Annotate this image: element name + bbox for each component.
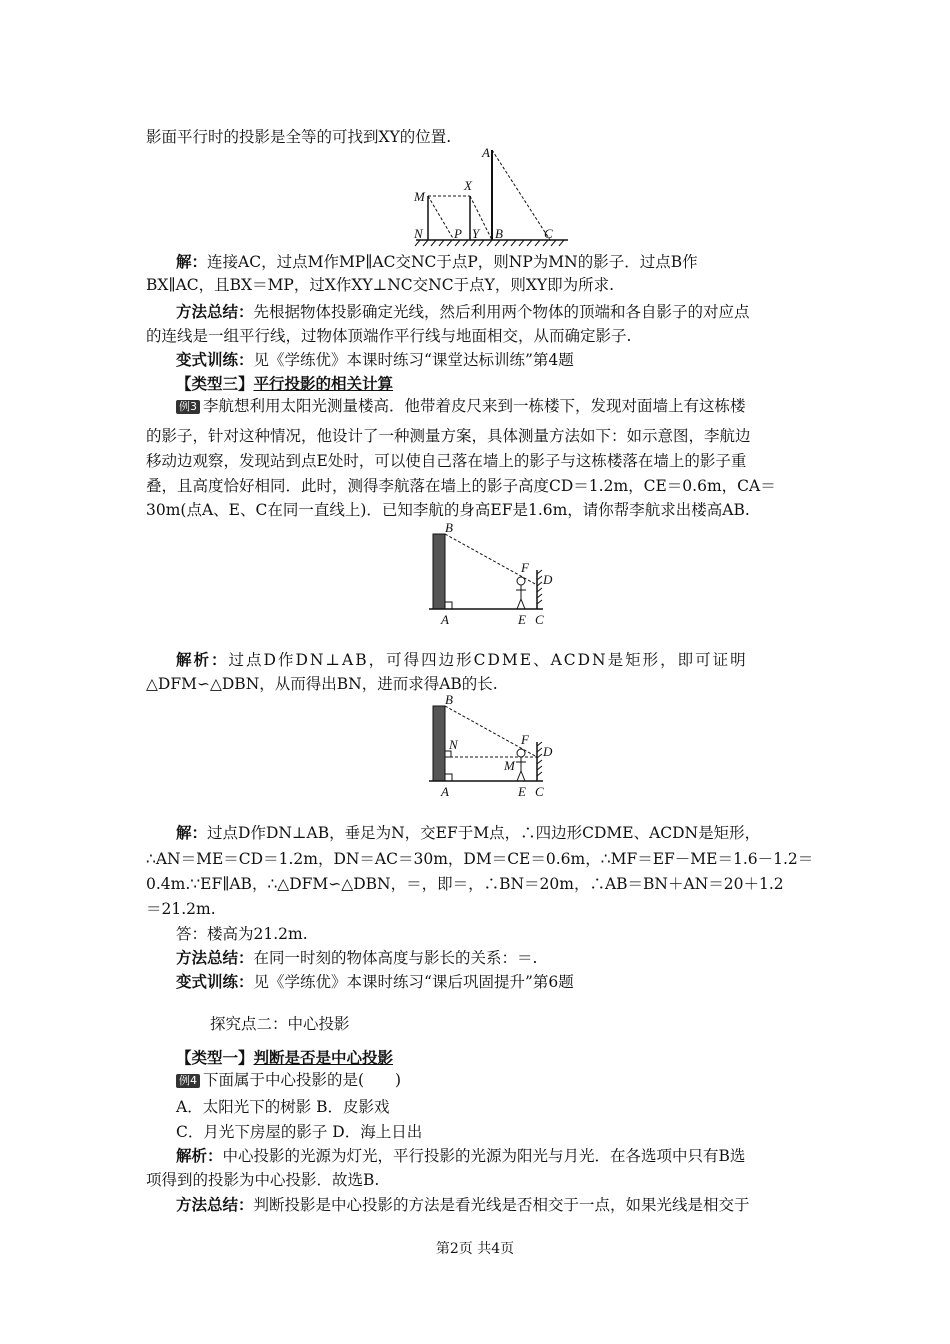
label-F: F — [521, 560, 529, 575]
label-C: C — [535, 784, 544, 799]
text-line: 方法总结：判断投影是中心投影的方法是看光线是否相交于一点，如果光线是相交于 — [176, 1195, 750, 1214]
figure-parallel-projection — [408, 144, 573, 248]
example-badge: 例3 — [176, 400, 200, 414]
text-line: 解析：过点D作DN⊥AB，可得四边形CDME、ACDN是矩形，即可证明 — [176, 650, 748, 669]
label-P: P — [454, 226, 462, 241]
text-line: 解：连接AC，过点M作MP∥AC交NC于点P，则NP为MN的影子．过点B作 — [176, 252, 698, 271]
label-Y: Y — [472, 226, 480, 241]
text-line: ＝21.2m. — [146, 900, 216, 918]
text-line: 方法总结：先根据物体投影确定光线，然后利用两个物体的顶端和各自影子的对应点 — [176, 302, 750, 321]
label-E: E — [518, 612, 526, 627]
option-line: C．月光下房屋的影子 D．海上日出 — [176, 1123, 423, 1141]
text-line: 例3 李航想利用太阳光测量楼高．他带着皮尺来到一栋楼下，发现对面墙上有这栋楼 — [176, 396, 838, 416]
option-line: A．太阳光下的树影 B．皮影戏 — [176, 1098, 390, 1116]
example-badge: 例4 — [176, 1074, 200, 1088]
text-line: 例4 下面属于中心投影的是( ) — [176, 1070, 838, 1090]
label-C: C — [544, 226, 553, 241]
section-title: 探究点二：中心投影 — [210, 1015, 350, 1033]
text-line: 项得到的投影为中心投影．故选B. — [146, 1171, 380, 1189]
page-footer: 第2页 共4页 — [435, 1241, 515, 1257]
label-B: B — [445, 520, 453, 535]
text-line: 30m(点A、E、C在同一直线上)．已知李航的身高EF是1.6m，请你帮李航求出楼高AB. — [146, 501, 750, 519]
label-E: E — [518, 784, 526, 799]
text-line: 变式训练：见《学练优》本课时练习“课堂达标训练”第4题 — [176, 350, 574, 369]
section-heading: 【类型三】平行投影的相关计算 — [176, 374, 394, 393]
text-line: 移动边观察，发现站到点E处时，可以使自己落在墙上的影子与这栋楼落在墙上的影子重 — [146, 452, 747, 470]
text-line: 答：楼高为21.2m. — [176, 925, 308, 943]
text-line: 的连线是一组平行线，过物体顶端作平行线与地面相交，从而确定影子. — [146, 327, 632, 345]
label-D: D — [543, 572, 553, 587]
label-N: N — [449, 737, 458, 752]
figure-building-shadow — [425, 520, 565, 630]
figure-building-shadow-solution — [425, 692, 565, 802]
text-line: 解析：中心投影的光源为灯光，平行投影的光源为阳光与月光．在各选项中只有B选 — [176, 1146, 746, 1165]
label-M: M — [414, 189, 425, 204]
text-line: 变式训练：见《学练优》本课时练习“课后巩固提升”第6题 — [176, 972, 574, 991]
text-line: 解：过点D作DN⊥AB，垂足为N，交EF于M点，∴四边形CDME、ACDN是矩形， — [176, 823, 761, 842]
text-line: 0.4m.∵EF∥AB，∴△DFM∽△DBN，＝，即＝，∴BN＝20m，∴AB＝BN＋AN＝20＋1.2 — [146, 875, 784, 893]
label-X: X — [464, 178, 472, 193]
label-F: F — [521, 732, 529, 747]
label-N: N — [414, 226, 423, 241]
label-A: A — [441, 784, 449, 799]
text-line: 的影子，针对这种情况，他设计了一种测量方案，具体测量方法如下：如示意图，李航边 — [146, 427, 751, 445]
label-B: B — [445, 692, 453, 707]
label-B: B — [495, 226, 503, 241]
text-line: 影面平行时的投影是全等的可找到XY的位置. — [146, 128, 452, 146]
text-line: BX∥AC，且BX＝MP，过X作XY⊥NC交NC于点Y，则XY即为所求. — [146, 276, 615, 294]
text-line: 叠，且高度恰好相同．此时，测得李航落在墙上的影子高度CD＝1.2m，CE＝0.6m，CA＝ — [146, 477, 776, 495]
label-M: M — [504, 758, 515, 773]
label-D: D — [543, 744, 553, 759]
text-line: △DFM∽△DBN，从而得出BN，进而求得AB的长. — [146, 675, 498, 693]
section-heading: 【类型一】判断是否是中心投影 — [176, 1048, 394, 1067]
label-A: A — [482, 145, 490, 160]
text-line: 方法总结：在同一时刻的物体高度与影长的关系：＝. — [176, 948, 538, 967]
label-C: C — [535, 612, 544, 627]
label-A: A — [441, 612, 449, 627]
text-line: ∴AN＝ME＝CD＝1.2m，DN＝AC＝30m，DM＝CE＝0.6m，∴MF＝EF－ME＝1.6－1.2＝ — [146, 850, 814, 868]
